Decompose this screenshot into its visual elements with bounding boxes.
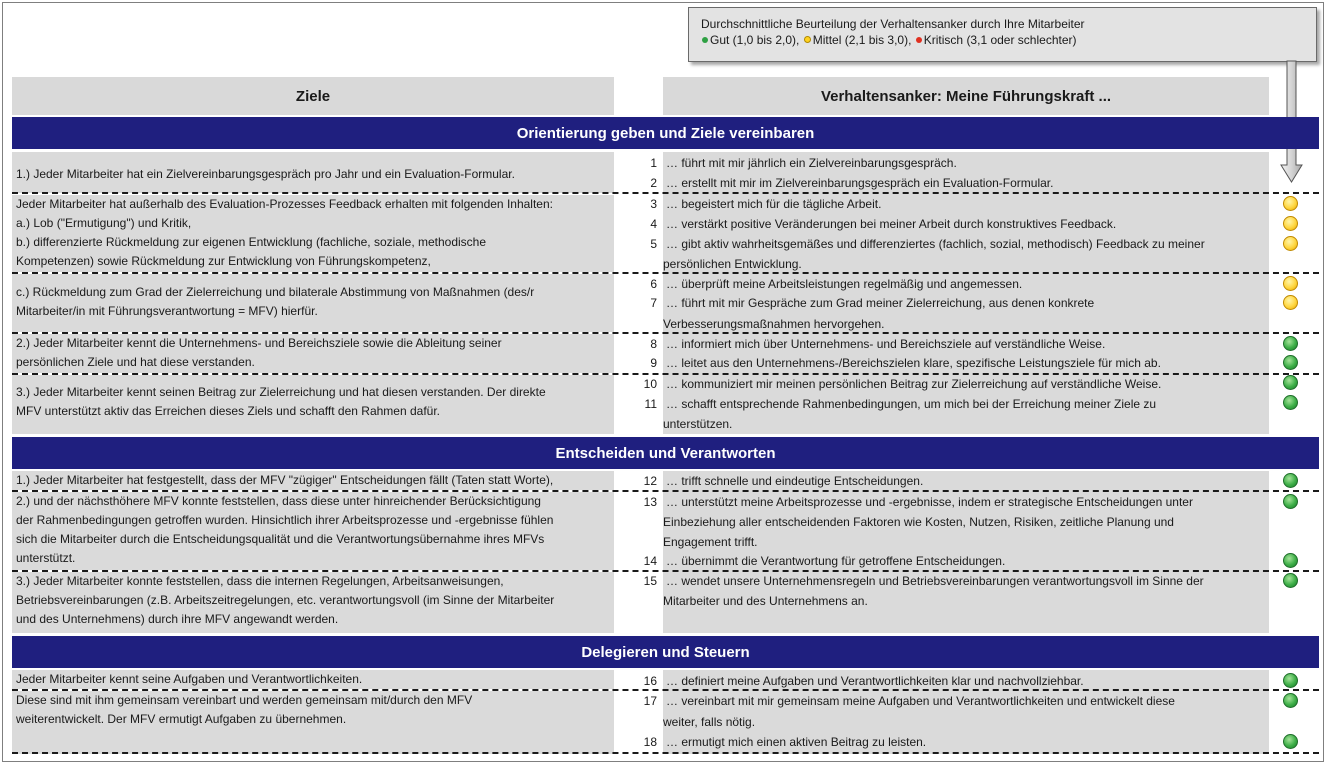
anchor-text: … definiert meine Aufgaben und Verantwortlichkeiten klar und nachvollziehbar. xyxy=(666,674,1084,688)
anchor-text: Einbeziehung aller entscheidenden Faktoren wie Kosten, Nutzen, Risiken, zeitliche Planung und xyxy=(663,515,1174,529)
anchor-row xyxy=(650,335,1269,354)
anchor-row xyxy=(643,493,1269,512)
section-delegate: Delegieren und Steuern xyxy=(12,636,1319,668)
anchor-text: … unterstützt meine Arbeitsprozesse und -ergebnisse, indem er strategische Entscheidungen unter xyxy=(666,495,1193,509)
anchor-number: 6 xyxy=(641,275,659,294)
rating-medium-icon xyxy=(1283,276,1298,291)
section-decide: Entscheiden und Verantworten xyxy=(12,437,1319,469)
goal-cell xyxy=(12,670,614,689)
anchor-text: … trifft schnelle und eindeutige Entscheidungen. xyxy=(666,474,924,488)
anchor-row xyxy=(663,415,1269,434)
goal-cell xyxy=(12,195,614,272)
goal-line: persönlichen Ziele und hat diese verstanden. xyxy=(16,355,255,369)
goal-line: der Rahmenbedingungen getroffen wurden. Hinsichtlich ihrer Arbeitsprozesse und -ergebnisse fühlen xyxy=(16,513,554,527)
goal-cell xyxy=(12,572,614,633)
anchor-text: … übernimmt die Verantwortung für getroffene Entscheidungen. xyxy=(666,554,1006,568)
anchor-row xyxy=(643,472,1269,491)
goal-cell xyxy=(12,152,614,193)
goal-line: MFV unterstützt aktiv das Erreichen dieses Ziels und schafft den Rahmen dafür. xyxy=(16,404,440,418)
anchor-row xyxy=(663,713,1269,732)
rating-good-icon xyxy=(1283,336,1298,351)
goal-line: 2.) und der nächsthöhere MFV konnte feststellen, dass diese unter hinreichender Berücksichtigung xyxy=(16,494,541,508)
anchor-text: … vereinbart mit mir gemeinsam meine Aufgaben und Verantwortlichkeiten und entwickelt diese xyxy=(666,694,1175,708)
goal-cell xyxy=(12,492,614,570)
rating-good-icon xyxy=(1283,673,1298,688)
legend-medium: Mittel (2,1 bis 3,0), xyxy=(812,33,912,47)
goal-line: unterstützt. xyxy=(16,551,76,565)
goal-line: Jeder Mitarbeiter kennt seine Aufgaben und Verantwortlichkeiten. xyxy=(16,672,363,686)
anchor-number: 9 xyxy=(641,354,659,373)
anchor-number: 2 xyxy=(641,174,659,193)
anchor-text: … verstärkt positive Veränderungen bei meiner Arbeit durch konstruktives Feedback. xyxy=(666,217,1117,231)
anchor-text: … begeistert mich für die tägliche Arbeit. xyxy=(666,197,882,211)
anchor-row xyxy=(643,375,1269,394)
anchor-number: 7 xyxy=(641,294,659,313)
anchor-text: … leitet aus den Unternehmens-/Bereichszielen klare, spezifische Leistungsziele für mich ab. xyxy=(666,356,1161,370)
goal-line: Diese sind mit ihm gemeinsam vereinbart und werden gemeinsam mit/durch den MFV xyxy=(16,693,473,707)
anchor-row xyxy=(644,395,1269,414)
anchor-text: … gibt aktiv wahrheitsgemäßes und differenziertes (fachlich, sozial, methodisch) Feedback zu meiner xyxy=(666,237,1205,251)
anchor-text: unterstützen. xyxy=(663,417,733,431)
anchor-row xyxy=(650,354,1269,373)
anchor-row xyxy=(643,552,1269,571)
anchor-row xyxy=(643,733,1269,752)
goal-cell xyxy=(12,471,614,490)
goal-line: b.) differenzierte Rückmeldung zur eigenen Entwicklung (fachliche, soziale, methodische xyxy=(16,235,487,249)
rating-legend xyxy=(688,7,1317,62)
anchor-row xyxy=(643,572,1269,591)
anchor-text: … führt mit mir jährlich ein Zielvereinbarungsgespräch. xyxy=(666,156,957,170)
goal-line: a.) Lob ("Ermutigung") und Kritik, xyxy=(16,216,192,230)
anchor-number: 15 xyxy=(641,572,659,591)
goal-line: 3.) Jeder Mitarbeiter konnte feststellen, dass die internen Regelungen, Arbeitsanweisungen, xyxy=(16,574,504,588)
anchor-text: … erstellt mit mir im Zielvereinbarungsgespräch ein Evaluation-Formular. xyxy=(666,176,1054,190)
row-separator xyxy=(12,373,1319,375)
goal-line: Jeder Mitarbeiter hat außerhalb des Evaluation-Prozesses Feedback erhalten mit folgenden Inhalten: xyxy=(16,197,553,211)
anchors-header: Verhaltensanker: Meine Führungskraft ... xyxy=(663,77,1269,115)
row-separator xyxy=(12,689,1319,691)
goal-line: weiterentwickelt. Der MFV ermutigt Aufgaben zu übernehmen. xyxy=(16,712,347,726)
goal-line: c.) Rückmeldung zum Grad der Zielerreichung und bilaterale Abstimmung von Maßnahmen (des/r xyxy=(16,285,535,299)
anchor-row xyxy=(650,275,1269,294)
anchor-row xyxy=(643,692,1269,711)
anchor-number: 5 xyxy=(641,235,659,254)
anchor-text: … kommuniziert mir meinen persönlichen Beitrag zur Zielerreichung auf verständliche Weise. xyxy=(666,377,1162,391)
anchor-row xyxy=(650,215,1269,234)
anchor-text: … schafft entsprechende Rahmenbedingungen, um mich bei der Erreichung meiner Ziele zu xyxy=(666,397,1157,411)
anchor-number: 18 xyxy=(641,733,659,752)
goal-line: 1.) Jeder Mitarbeiter hat festgestellt, dass der MFV "zügiger" Entscheidungen fällt (Taten statt Worte), xyxy=(16,473,554,487)
anchor-number: 1 xyxy=(641,154,659,173)
anchor-number: 4 xyxy=(641,215,659,234)
rating-good-icon xyxy=(1283,553,1298,568)
anchor-number: 13 xyxy=(641,493,659,512)
legend-critical: Kritisch (3,1 oder schlechter) xyxy=(923,33,1077,47)
red-dot-icon xyxy=(916,37,922,43)
rating-medium-icon xyxy=(1283,216,1298,231)
goal-line: 1.) Jeder Mitarbeiter hat ein Zielvereinbarungsgespräch pro Jahr und ein Evaluation-Formular. xyxy=(16,167,515,181)
anchor-row xyxy=(650,195,1269,214)
rating-medium-icon xyxy=(1283,196,1298,211)
anchor-text: … wendet unsere Unternehmensregeln und Betriebsvereinbarungen verantwortungsvoll im Sinne der xyxy=(666,574,1204,588)
anchor-text: persönlichen Entwicklung. xyxy=(663,257,802,271)
row-separator xyxy=(12,332,1319,334)
legend-scale xyxy=(701,32,1304,48)
goal-line: 3.) Jeder Mitarbeiter kennt seinen Beitrag zur Zielerreichung und hat diesen verstanden. Der direkte xyxy=(16,385,546,399)
legend-good: Gut (1,0 bis 2,0), xyxy=(710,33,800,47)
legend-title: Durchschnittliche Beurteilung der Verhaltensanker durch Ihre Mitarbeiter xyxy=(701,17,1085,31)
goal-line: Mitarbeiter/in mit Führungsverantwortung = MFV) hierfür. xyxy=(16,304,318,318)
goal-line: 2.) Jeder Mitarbeiter kennt die Unternehmens- und Bereichsziele sowie die Ableitung seiner xyxy=(16,336,502,350)
green-dot-icon xyxy=(702,37,708,43)
goal-cell xyxy=(12,274,614,332)
rating-good-icon xyxy=(1283,375,1298,390)
anchor-row xyxy=(650,235,1269,254)
goal-cell xyxy=(12,375,614,434)
rating-good-icon xyxy=(1283,395,1298,410)
goal-line: sich die Mitarbeiter durch die Entscheidungsqualität und die Verantwortungsübernahme ihres MFVs xyxy=(16,532,545,546)
anchor-text: Mitarbeiter und des Unternehmens an. xyxy=(663,594,868,608)
anchor-text: Verbesserungsmaßnahmen hervorgehen. xyxy=(663,317,885,331)
row-separator xyxy=(12,192,1319,194)
anchor-row xyxy=(663,533,1269,552)
row-separator xyxy=(12,490,1319,492)
goal-line: Betriebsvereinbarungen (z.B. Arbeitszeitregelungen, etc. verantwortungsvoll (im Sinne der Mitarbeiter xyxy=(16,593,555,607)
anchor-row xyxy=(663,513,1269,532)
rating-good-icon xyxy=(1283,693,1298,708)
anchor-number: 17 xyxy=(641,692,659,711)
anchor-number: 12 xyxy=(641,472,659,491)
rating-good-icon xyxy=(1283,355,1298,370)
goal-cell xyxy=(12,691,614,754)
anchor-number: 16 xyxy=(641,672,659,691)
row-separator xyxy=(12,570,1319,572)
goal-line: Kompetenzen) sowie Rückmeldung zur Entwicklung von Führungskompetenz, xyxy=(16,254,431,268)
anchor-text: … ermutigt mich einen aktiven Beitrag zu leisten. xyxy=(666,735,927,749)
rating-medium-icon xyxy=(1283,236,1298,251)
rating-medium-icon xyxy=(1283,295,1298,310)
anchor-row xyxy=(663,592,1269,611)
anchor-text: Engagement trifft. xyxy=(663,535,758,549)
anchor-number: 14 xyxy=(641,552,659,571)
goals-header: Ziele xyxy=(12,77,614,115)
anchor-number: 3 xyxy=(641,195,659,214)
row-separator xyxy=(12,272,1319,274)
anchor-number: 10 xyxy=(641,375,659,394)
anchor-text: … führt mit mir Gespräche zum Grad meiner Zielerreichung, aus denen konkrete xyxy=(666,296,1095,310)
rating-good-icon xyxy=(1283,494,1298,509)
anchor-number: 11 xyxy=(641,395,659,414)
anchor-number: 8 xyxy=(641,335,659,354)
rating-good-icon xyxy=(1283,573,1298,588)
goal-line: und des Unternehmens) durch ihre MFV angewandt werden. xyxy=(16,612,339,626)
section-orientation: Orientierung geben und Ziele vereinbaren xyxy=(12,117,1319,149)
anchor-row xyxy=(650,154,1269,173)
rating-good-icon xyxy=(1283,473,1298,488)
anchor-text: … überprüft meine Arbeitsleistungen regelmäßig und angemessen. xyxy=(666,277,1023,291)
row-separator xyxy=(12,752,1319,754)
anchor-row xyxy=(650,174,1269,193)
yellow-dot-icon xyxy=(804,36,811,43)
anchor-text: weiter, falls nötig. xyxy=(663,715,756,729)
anchor-row xyxy=(650,294,1269,313)
goal-cell xyxy=(12,334,614,373)
anchor-text: … informiert mich über Unternehmens- und Bereichsziele auf verständliche Weise. xyxy=(666,337,1106,351)
rating-good-icon xyxy=(1283,734,1298,749)
